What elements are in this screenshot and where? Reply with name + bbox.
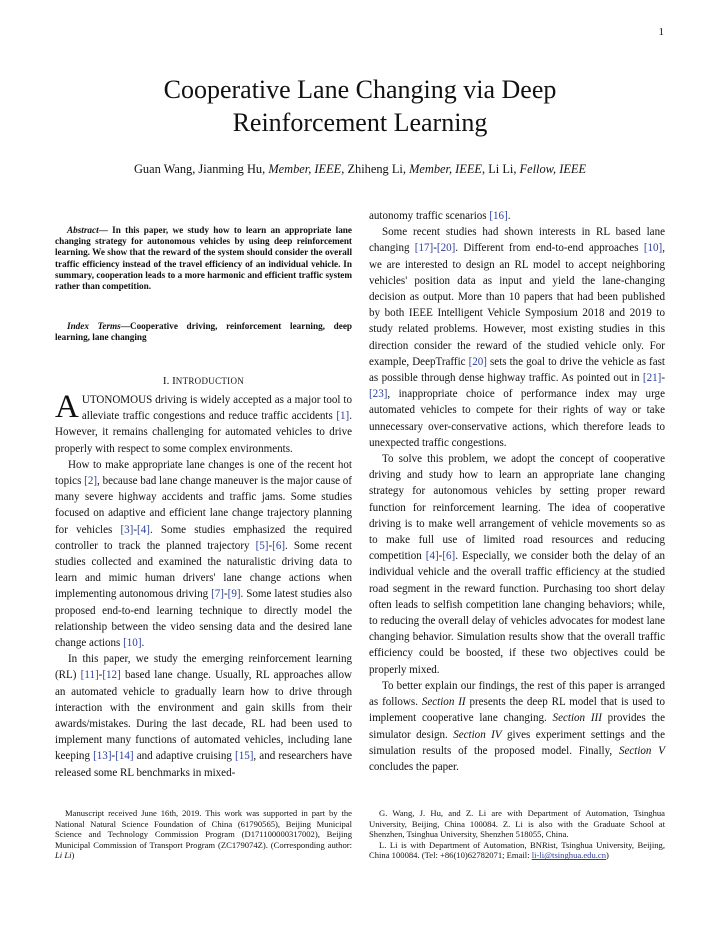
author-2: , Zhiheng Li, (341, 162, 410, 176)
title-line-2: Reinforcement Learning (232, 108, 488, 137)
citation-link[interactable]: [10] (123, 637, 142, 650)
email-link[interactable]: li-li@tsinghua.edu.cn (531, 850, 606, 861)
citation-link[interactable]: [2] (84, 475, 98, 488)
footnote-left-end: ) (71, 850, 75, 861)
footnote-manuscript (55, 808, 352, 861)
right-paragraph-2: To solve this problem, we adopt the concept of cooperative driving and study how to learn an appropriate lane changing strategy for autonomous vehicles by setting proper reward function for reinforcement learning. The idea of cooperative driving is to make well arrangement of vehicle movements so as to make full use of limited road resources and reducing competition [4]-[6]. Especially, we consider both the delay of an individual vehicle and the overall traffic efficiency at the studied road segment in the reward function. Purchasing too short delay often leads to selfish competition lane changing behaviors; while, to reducing the overall delay of vehicles advocates for modest lane changing behavior. Simulation results show that the overall traffic efficiency could be boosted, if these two objectives could be properly mixed. (369, 453, 665, 676)
p3-part-e: concludes the paper. (369, 760, 459, 773)
intro-paragraph-2: How to make appropriate lane changes is one of the recent hot topics [2], because bad lane change maneuver is the major cause of many severe highway accidents and traffic jams. Some studies focused on adaptive and efficient lane change trajectory planning for vehicles [3]-[4]. Some studies emphasized the required controller to track the planned trajectory [5]-[6]. Some recent studies collected and examined the naturalistic driving data to learn and mimic human drivers' lane change actions when implementing autonomous driving [7]-[9]. Some latest studies also proposed end-to-end learning technique to directly model the relationship between the video sensing data and the desired lane change actions [10]. (55, 458, 352, 650)
author-3: , Li Li, (482, 162, 520, 176)
membership-3: Fellow, IEEE (519, 162, 587, 176)
section-numeral: I. (162, 375, 170, 387)
footnote-left (55, 808, 352, 861)
citation-link[interactable]: [21] (642, 372, 662, 385)
citation-link[interactable]: [13] (93, 750, 112, 763)
footnote-right (369, 808, 665, 861)
citation-link[interactable]: [4] (425, 550, 439, 563)
section-first-letter: I (172, 375, 176, 387)
citation-link[interactable]: [12] (102, 669, 121, 682)
intro-paragraph-1 (55, 389, 352, 457)
index-terms-text: —Cooperative driving, reinforcement learning, deep learning, lane changing (55, 321, 353, 343)
membership-2: Member, IEEE (409, 162, 483, 176)
citation-link[interactable]: [6] (272, 539, 286, 552)
citation-link[interactable]: [6] (442, 550, 456, 563)
paper-title (0, 73, 720, 139)
citation-link[interactable]: [1] (336, 410, 350, 423)
section-heading (55, 375, 352, 387)
corresponding-author: Li Li (55, 850, 72, 861)
section-rest: NTRODUCTION (175, 376, 245, 386)
title-line-1: Cooperative Lane Changing via Deep (163, 75, 557, 104)
citation-link[interactable]: [4] (137, 523, 150, 536)
citation-link[interactable]: [7] (211, 588, 224, 601)
citation-link[interactable]: [15] (235, 750, 254, 763)
section-ref-3: Section III (552, 712, 602, 725)
intro-body (55, 389, 352, 781)
right-column-body (369, 208, 665, 775)
citation-link[interactable]: [16] (489, 210, 508, 222)
p3-part-b: presents the deep RL model that is used to implement cooperative lane changing. (369, 696, 666, 725)
citation-link[interactable]: [20] (468, 355, 487, 368)
drop-cap: A (55, 389, 79, 425)
intro-p1-text: UTONOMOUS driving is widely accepted as a major tool to alleviate traffic congestions and reduce traffic accidents [1]. However, it remains challenging for automated vehicles to drive properly with respect to some complex environments. (55, 394, 352, 455)
section-ref-5: Section V (618, 744, 665, 757)
footnote-affiliation-1: G. Wang, J. Hu, and Z. Li are with Department of Automation, Tsinghua University, Beijing, China 100084. Z. Li is also with the Graduate School at Shenzhen, Tsinghua University, Shenzhen 518055, China. (369, 808, 665, 840)
author-list (0, 162, 720, 177)
citation-link[interactable]: [9] (227, 588, 241, 601)
p3-part-c: provides the simulator design. (369, 712, 665, 741)
section-ref-4: Section IV (453, 728, 502, 741)
section-ref-2: Section II (421, 696, 466, 709)
footnote-affiliation-2 (369, 840, 665, 861)
footnote-right2-end: ) (606, 850, 609, 861)
right-paragraph-3 (369, 678, 665, 775)
footnote-right2-text: L. Li is with Department of Automation, BNRist, Tsinghua University, Beijing, China 100084. (Tel: +86(10)62782071; Email: (369, 839, 665, 861)
citation-link[interactable]: [17] (414, 242, 434, 255)
intro-paragraph-3: In this paper, we study the emerging reinforcement learning (RL) [11]-[12] based lane change. Usually, RL approaches allow an automated vehicle to gradually learn how to drive through interaction with the environment and gain skills from their awards/mistakes. During the last decade, RL had been used to implement many functions of automated vehicles, including lane keeping [13]-[14] and adaptive cruising [15], and researchers have released some RL benchmarks in mixed- (55, 653, 352, 779)
citation-link[interactable]: [10] (643, 242, 663, 255)
right-paragraph-1: Some recent studies had shown interests in RL based lane changing [17]-[20]. Different from end-to-end approaches [10], we are interested to design an RL model to accept neighboring vehicles' position data as input and yield the lane-changing decision as output. More than 10 papers that had been published by both IEEE Intelligent Vehicle Symposium 2018 and 2019 to study related problems. However, most existing studies in this direction consider the reward of the studied vehicle only. For example, DeepTraffic [20] sets the goal to drive the vehicle as fast as possible through dense highway traffic. As pointed out in [21]-[23], inappropriate choice of performance index may urge automated vehicles to compete for their rights of way or take unnecessary over-conservative actions, which therefore leads to unexpected traffic congestions. (369, 226, 665, 449)
abstract (55, 225, 352, 292)
index-terms (55, 321, 352, 343)
right-paragraph-0: autonomy traffic scenarios [16]. (369, 210, 511, 222)
citation-link[interactable]: [14] (115, 750, 134, 763)
author-1: Guan Wang, Jianming Hu, (133, 162, 269, 176)
page-number: 1 (658, 26, 664, 38)
footnote-left-text: Manuscript received June 16th, 2019. This work was supported in part by the National Natural Science Foundation of China (61790565), Beijing Municipal Science and Technology Commission Program (D171100000317002), Beijing Municipal Commission of Transport Program (ZC179074Z). (Corresponding author: (55, 808, 352, 850)
citation-link[interactable]: [5] (255, 539, 269, 552)
p3-part-a: To better explain our findings, the rest of this paper is arranged as follows. (369, 679, 665, 709)
citation-link[interactable]: [11] (80, 669, 99, 682)
membership-1: Member, IEEE (268, 162, 342, 176)
citation-link[interactable]: [3] (120, 523, 134, 536)
abstract-label: Abstract (67, 225, 99, 235)
index-terms-label: Index Terms (67, 321, 121, 331)
p3-part-d: gives experiment settings and the simulation results of the proposed model. Finally, (369, 728, 665, 757)
abstract-text: — In this paper, we study how to learn an appropriate lane changing strategy for autonomous vehicles by using deep reinforcement learning. We show that the reward of the system should consider the overall traffic efficiency instead of the travel efficiency of an individual vehicle. In summary, cooperation leads to a more harmonic and efficient traffic system rather than competition. (55, 225, 352, 292)
citation-link[interactable]: [20] (436, 242, 456, 255)
citation-link[interactable]: [23] (369, 388, 388, 401)
